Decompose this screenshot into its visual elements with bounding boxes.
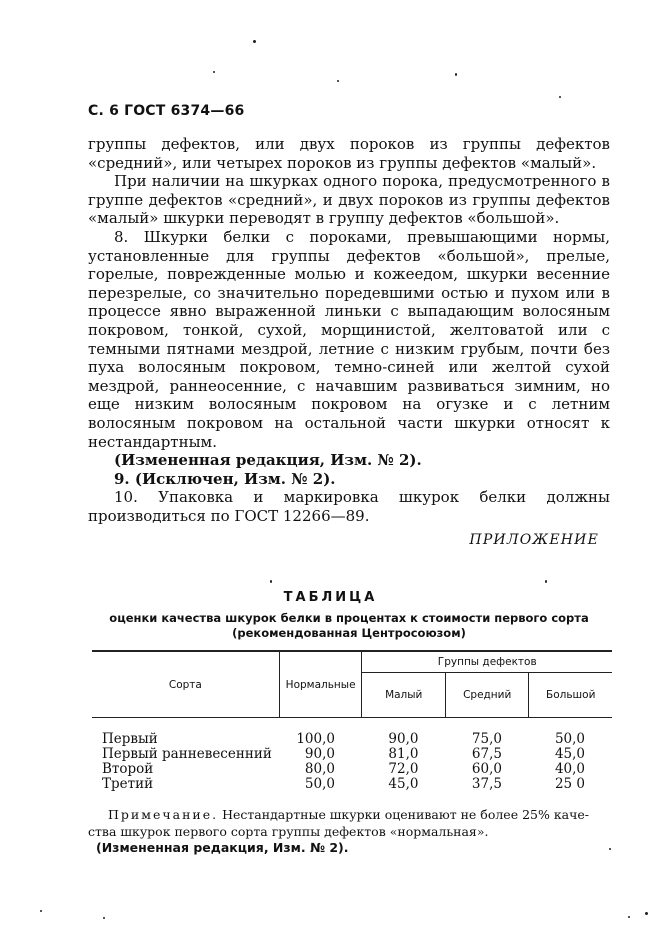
header-small: Малый (362, 673, 445, 718)
row-medium: 75,0 (471, 731, 502, 747)
row-sort: Третий (102, 776, 154, 792)
row-small: 81,0 (388, 746, 419, 762)
table-subtitle-line-1: оценки качества шкурок белки в процентах к стоимости первого сорта (109, 611, 589, 625)
row-medium: 37,5 (471, 776, 502, 792)
row-large: 45,0 (554, 746, 585, 762)
table-row (92, 777, 612, 792)
appendix-label: ПРИЛОЖЕНИЕ (469, 532, 599, 548)
header-medium: Средний (445, 673, 528, 718)
quality-table-wrapper (92, 650, 612, 792)
scan-speck (103, 917, 105, 919)
note-label: Примечание. (108, 807, 219, 822)
table-row (92, 747, 612, 762)
row-normal: 100,0 (296, 731, 335, 747)
quality-table (92, 650, 612, 792)
row-large: 40,0 (554, 761, 585, 777)
header-sort: Сорта (92, 651, 279, 718)
paragraph-item-10: 10. Упаковка и маркировка шкурок белки должны производиться по ГОСТ 12266—89. (88, 488, 610, 525)
row-sort: Первый ранневесенний (102, 746, 272, 762)
scan-speck (40, 910, 42, 912)
scan-speck (628, 916, 630, 918)
row-medium: 67,5 (471, 746, 502, 762)
amendment-note-2: (Измененная редакция, Изм. № 2). (96, 840, 349, 855)
table-row (92, 732, 612, 747)
table-note (108, 806, 610, 823)
amendment-note-1: (Измененная редакция, Изм. № 2). (114, 451, 422, 470)
scan-speck (253, 40, 256, 43)
table-row (92, 762, 612, 777)
row-sort: Второй (102, 761, 154, 777)
row-normal: 90,0 (304, 746, 335, 762)
paragraph-defects-transfer: При наличии на шкурках одного порока, предусмотренного в группе дефектов «средний», и двух пороков из группы дефектов «малый» шкурки переводят в группу дефектов «большой». (88, 172, 610, 228)
row-normal: 80,0 (304, 761, 335, 777)
paragraph-item-9: 9. (Исключен, Изм. № 2). (114, 469, 336, 488)
scan-speck (645, 912, 648, 915)
row-small: 45,0 (388, 776, 419, 792)
row-sort: Первый (102, 731, 158, 747)
scan-speck (337, 80, 339, 82)
scan-speck (545, 580, 547, 583)
header-large: Большой (529, 673, 612, 718)
row-large: 25 0 (554, 776, 585, 792)
header-normal: Нормальные (279, 651, 362, 718)
scan-speck (213, 71, 215, 73)
body-text (88, 135, 610, 525)
scan-speck (455, 73, 457, 76)
paragraph-continuation: группы дефектов, или двух пороков из группы дефектов «средний», или четырех пороков из группы дефектов «малый». (88, 135, 610, 172)
note-text-continuation: ства шкурок первого сорта группы дефектов «нормальная». (88, 824, 489, 839)
header-defect-groups: Группы дефектов (362, 651, 612, 673)
note-text: Нестандартные шкурки оценивают не более 25% каче- (222, 807, 589, 822)
row-medium: 60,0 (471, 761, 502, 777)
row-small: 72,0 (388, 761, 419, 777)
scan-speck (609, 848, 611, 850)
table-subtitle (88, 611, 610, 641)
row-normal: 50,0 (304, 776, 335, 792)
table-subtitle-line-2: (рекомендованная Центросоюзом) (232, 626, 466, 640)
scan-speck (559, 96, 561, 98)
scan-speck (270, 580, 272, 583)
page-header: С. 6 ГОСТ 6374—66 (88, 103, 245, 119)
row-large: 50,0 (554, 731, 585, 747)
row-small: 90,0 (388, 731, 419, 747)
table-title: ТАБЛИЦА (283, 590, 378, 605)
paragraph-item-8: 8. Шкурки белки с пороками, превышающими нормы, установленные для группы дефектов «большой», прелые, горелые, поврежденные молью и кожеедом, шкурки весенние перезрелые, со значительно поредевшими остью и пухом или в процессе явно выраженной линьки с выпадающим волосяным покровом, тонкой, сухой, морщинистой, желтоватой или с темными пятнами мездрой, летние с низким грубым, почти без пуха волосяным покровом, темно-синей или желтой сухой мездрой, раннеосенние, с начавшим развиваться зимним, но еще низким волосяным покровом на огузке и с летним волосяным покровом на остальной части шкурки относят к нестандартным. (88, 227, 610, 451)
